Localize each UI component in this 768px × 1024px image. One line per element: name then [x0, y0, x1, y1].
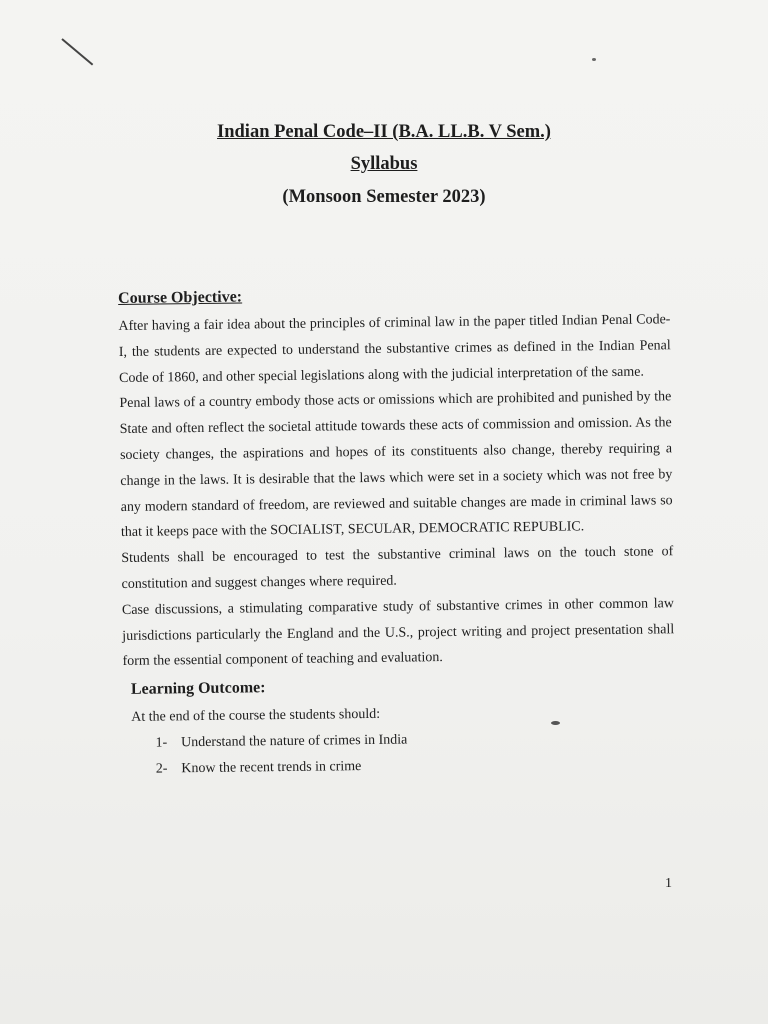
document-title: Indian Penal Code–II (B.A. LL.B. V Sem.) [217, 122, 551, 142]
learning-outcome-section [123, 672, 676, 782]
page-number: 1 [665, 876, 672, 891]
learning-outcome-heading: Learning Outcome: [130, 679, 266, 699]
objective-paragraph-4: Case discussions, a stimulating comparative study of substantive crimes in other common law jurisdictions particularly the England and the U.S., project writing and project presentation shall form the essential component of teaching and evaluation. [121, 595, 675, 670]
list-item-text: Understand the nature of crimes in India [180, 732, 408, 751]
semester-label: (Monsoon Semester 2023) [282, 187, 486, 207]
objective-paragraph-1: After having a fair idea about the principles of criminal law in the paper titled Indian Penal Code-I, the students are expected to understand the substantive crimes as defined in the Indian Penal Code of 1860, and other special legislations along with the judicial interpretation of the same. [118, 312, 671, 386]
list-item [156, 750, 676, 782]
scan-speck [592, 58, 596, 61]
document-subtitle: Syllabus [350, 154, 418, 174]
list-item-number: 2- [155, 761, 168, 777]
objective-paragraph-3: Students shall be encouraged to test the substantive criminal laws on the touch stone of constitution and suggest changes where required. [121, 544, 674, 592]
scan-pen-mark [61, 38, 93, 65]
list-item-text: Know the recent trends in crime [181, 758, 362, 777]
list-item-number: 1- [155, 735, 168, 751]
course-objective-heading: Course Objective: [118, 288, 243, 307]
learning-outcome-list [131, 724, 676, 782]
objective-paragraph-2: Penal laws of a country embody those acts or omissions which are prohibited and punished by the State and often reflect the societal attitude towards these acts of commission and omission. As the society changes, the aspirations and hopes of its constituents also change, thereby requiring a change in the laws. It is desirable that the laws which were set in a society which was not free by any modern standard of freedom, are reviewed and suitable changes are made in criminal laws so that it keeps pace with the SOCIALIST, SECULAR, DEMOCRATIC REPUBLIC. [119, 389, 673, 541]
document-body [118, 281, 676, 782]
learning-outcome-intro: At the end of the course the students should: [131, 706, 381, 726]
document-header [0, 116, 768, 214]
